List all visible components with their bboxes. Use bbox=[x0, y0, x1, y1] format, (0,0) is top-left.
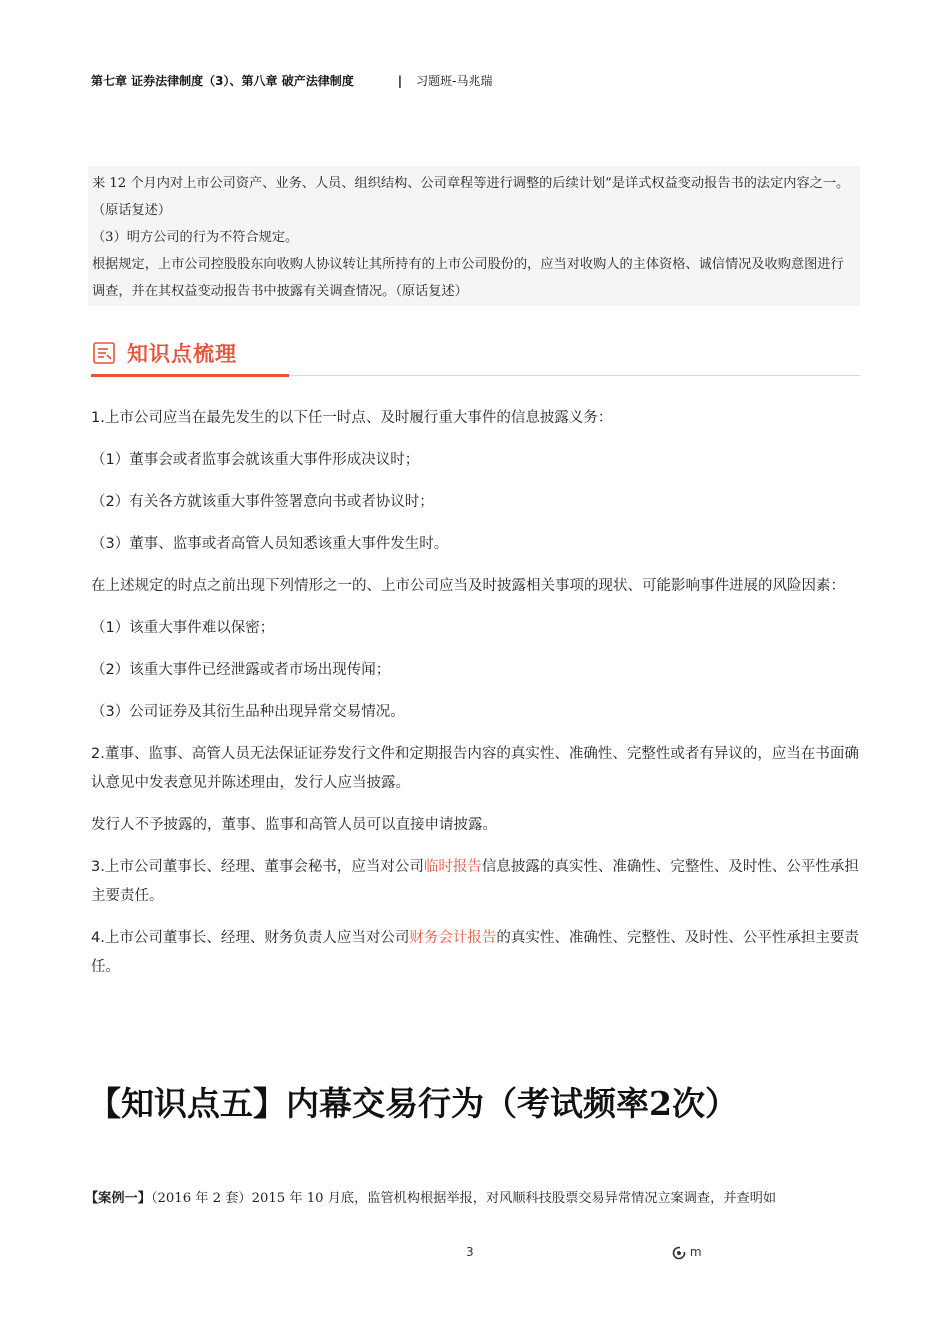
paragraph: （2）有关各方就该重大事件签署意向书或者协议时； bbox=[91, 494, 434, 510]
paragraph-text: 信息披露的真实性、准确性、完整性、及时性、公平性承担主要责任。 bbox=[91, 859, 859, 904]
case-text: （2016 年 2 套）2015 年 10 月底，监管机构根据举报，对风顺科技股票交易异常情况立案调查，并查明如 bbox=[150, 1191, 777, 1206]
paragraph-text: 的真实性、准确性、完整性、及时性、公平性承担主要责任。 bbox=[91, 930, 859, 975]
highlight-term: 临时报告 bbox=[423, 859, 482, 875]
paragraph: （3）公司证券及其衍生品种出现异常交易情况。 bbox=[91, 704, 405, 720]
paragraph: 发行人不予披露的，董事、监事和高管人员可以直接申请披露。 bbox=[91, 817, 497, 833]
paragraph: （1）董事会或者监事会就该重大事件形成决议时； bbox=[91, 452, 420, 468]
paragraph: 1.上市公司应当在最先发生的以下任一时点、及时履行重大事件的信息披露义务： bbox=[91, 410, 613, 426]
case-intro bbox=[85, 1187, 860, 1210]
section-title: 知识点梳理 bbox=[127, 341, 237, 366]
quote-line: 根据规定，上市公司控股股东向收购人协议转让其所持有的上市公司股份的，应当对收购人的主体资格、诚信情况及收购意图进行调查，并在其权益变动报告书中披露有关调查情况。（原话复述） bbox=[92, 257, 844, 299]
paragraph: 2.董事、监事、高管人员无法保证证券发行文件和定期报告内容的真实性、准确性、完整性或者有异议的，应当在书面确认意见中发表意见并陈述理由，发行人应当披露。 bbox=[91, 746, 859, 791]
paragraph-text: 3.上市公司董事长、经理、董事会秘书，应当对公司 bbox=[91, 859, 424, 875]
quote-line: 来 12 个月内对上市公司资产、业务、人员、组织结构、公司章程等进行调整的后续计划”是详式权益变动报告书的法定内容之一。（原话复述） bbox=[92, 176, 850, 218]
teacher-name: 习题班-马兆瑞 bbox=[416, 74, 493, 88]
footer-logo bbox=[672, 1245, 702, 1261]
list-note-icon bbox=[92, 341, 116, 365]
highlight-term: 财务会计报告 bbox=[409, 930, 497, 946]
paragraph: （2）该重大事件已经泄露或者市场出现传闻； bbox=[91, 662, 391, 678]
paragraph: （1）该重大事件难以保密； bbox=[91, 620, 275, 636]
quote-line: （3）明方公司的行为不符合规定。 bbox=[92, 230, 299, 245]
case-label: 【案例一】 bbox=[85, 1191, 151, 1206]
chapter-title: 第七章 证券法律制度（3）、第八章 破产法律制度 bbox=[91, 74, 354, 88]
section-underline-accent bbox=[91, 374, 289, 377]
knowledge-point-title: 【知识点五】内幕交易行为（考试频率2次） bbox=[88, 1084, 738, 1123]
paragraph bbox=[91, 853, 861, 911]
paragraph-text: 4.上市公司董事长、经理、财务负责人应当对公司 bbox=[91, 930, 410, 946]
header-separator: | bbox=[397, 74, 403, 88]
paragraph: 在上述规定的时点之前出现下列情形之一的、上市公司应当及时披露相关事项的现状、可能影响事件进展的风险因素： bbox=[91, 578, 845, 594]
knowledge-points bbox=[91, 404, 861, 995]
paragraph: （3）董事、监事或者高管人员知悉该重大事件发生时。 bbox=[91, 536, 449, 552]
section-underline-divider bbox=[289, 375, 860, 376]
logo-text: m bbox=[689, 1245, 702, 1259]
answer-quote-box bbox=[88, 166, 860, 306]
page-number: 3 bbox=[466, 1245, 474, 1259]
paragraph bbox=[91, 924, 861, 982]
page-header bbox=[91, 72, 492, 92]
logo-mark-icon bbox=[672, 1246, 686, 1260]
section-heading bbox=[91, 337, 860, 379]
